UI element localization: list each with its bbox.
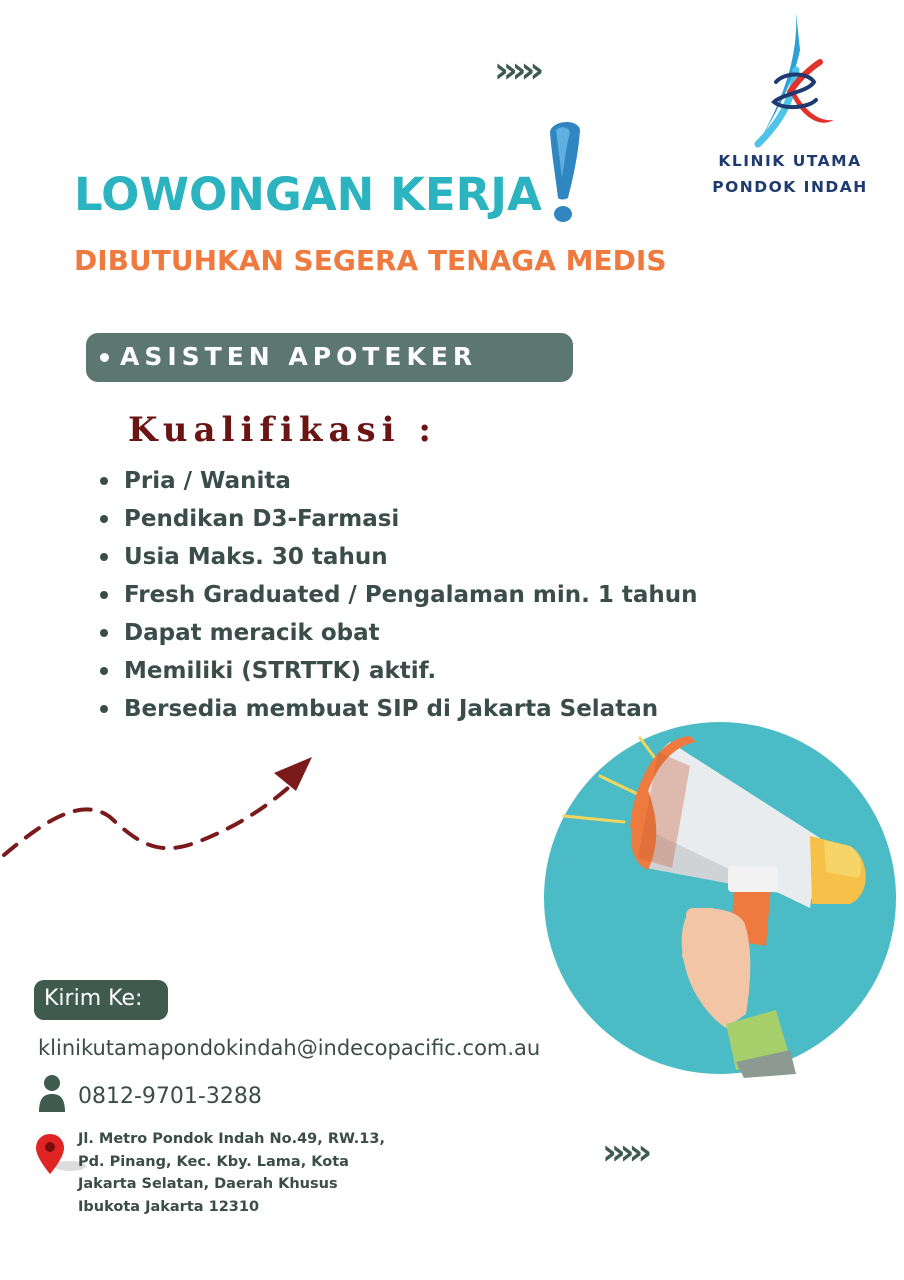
dashed-arrow-icon [0, 745, 330, 865]
send-to-label: Kirim Ke: [44, 986, 143, 1011]
address-line: Jl. Metro Pondok Indah No.49, RW.13, [78, 1131, 385, 1147]
bullet-dot [100, 705, 108, 713]
position-label: ASISTEN APOTEKER [120, 342, 478, 371]
list-item [100, 462, 698, 500]
bullet-dot [100, 353, 109, 362]
qualifications-list [100, 462, 698, 728]
list-item-text: Usia Maks. 30 tahun [124, 544, 388, 570]
chevrons-decoration-top: ››››› [494, 50, 539, 91]
list-item [100, 614, 698, 652]
person-icon [38, 1074, 66, 1112]
clinic-logo [700, 10, 880, 210]
megaphone-icon [540, 718, 900, 1078]
bullet-dot [100, 553, 108, 561]
exclamation-icon [542, 118, 588, 226]
list-item-text: Memiliki (STRTTK) aktif. [124, 658, 437, 684]
list-item [100, 576, 698, 614]
list-item-text: Dapat meracik obat [124, 620, 380, 646]
contact-phone[interactable]: 0812-9701-3288 [78, 1084, 262, 1109]
list-item-text: Fresh Graduated / Pengalaman min. 1 tahun [124, 582, 698, 608]
bullet-dot [100, 477, 108, 485]
position-badge [86, 333, 573, 382]
bullet-dot [100, 667, 108, 675]
list-item-text: Pria / Wanita [124, 468, 291, 494]
chevrons-decoration-bottom: ››››› [602, 1132, 647, 1173]
address-line: Ibukota Jakarta 12310 [78, 1198, 260, 1215]
list-item [100, 538, 698, 576]
qualifications-heading: Kualifikasi : [128, 410, 437, 450]
contact-email[interactable]: klinikutamapondokindah@indecopacific.com.au [38, 1036, 541, 1060]
address-line: Jakarta Selatan, Daerah Khusus [78, 1176, 338, 1192]
contact-address [78, 1128, 408, 1218]
clinic-name-line2: PONDOK INDAH [712, 178, 868, 196]
page-subtitle: DIBUTUHKAN SEGERA TENAGA MEDIS [74, 244, 667, 277]
address-line: Pd. Pinang, Kec. Kby. Lama, Kota [78, 1153, 349, 1170]
list-item [100, 500, 698, 538]
bullet-dot [100, 629, 108, 637]
clinic-logo-icon [728, 10, 838, 150]
send-to-badge [34, 980, 168, 1020]
bullet-dot [100, 515, 108, 523]
list-item-text: Bersedia membuat SIP di Jakarta Selatan [124, 696, 659, 722]
bullet-dot [100, 591, 108, 599]
page-title: LOWONGAN KERJA [74, 168, 542, 221]
clinic-name-line1: KLINIK UTAMA [718, 152, 862, 170]
list-item-text: Pendikan D3-Farmasi [124, 506, 400, 532]
list-item [100, 652, 698, 690]
